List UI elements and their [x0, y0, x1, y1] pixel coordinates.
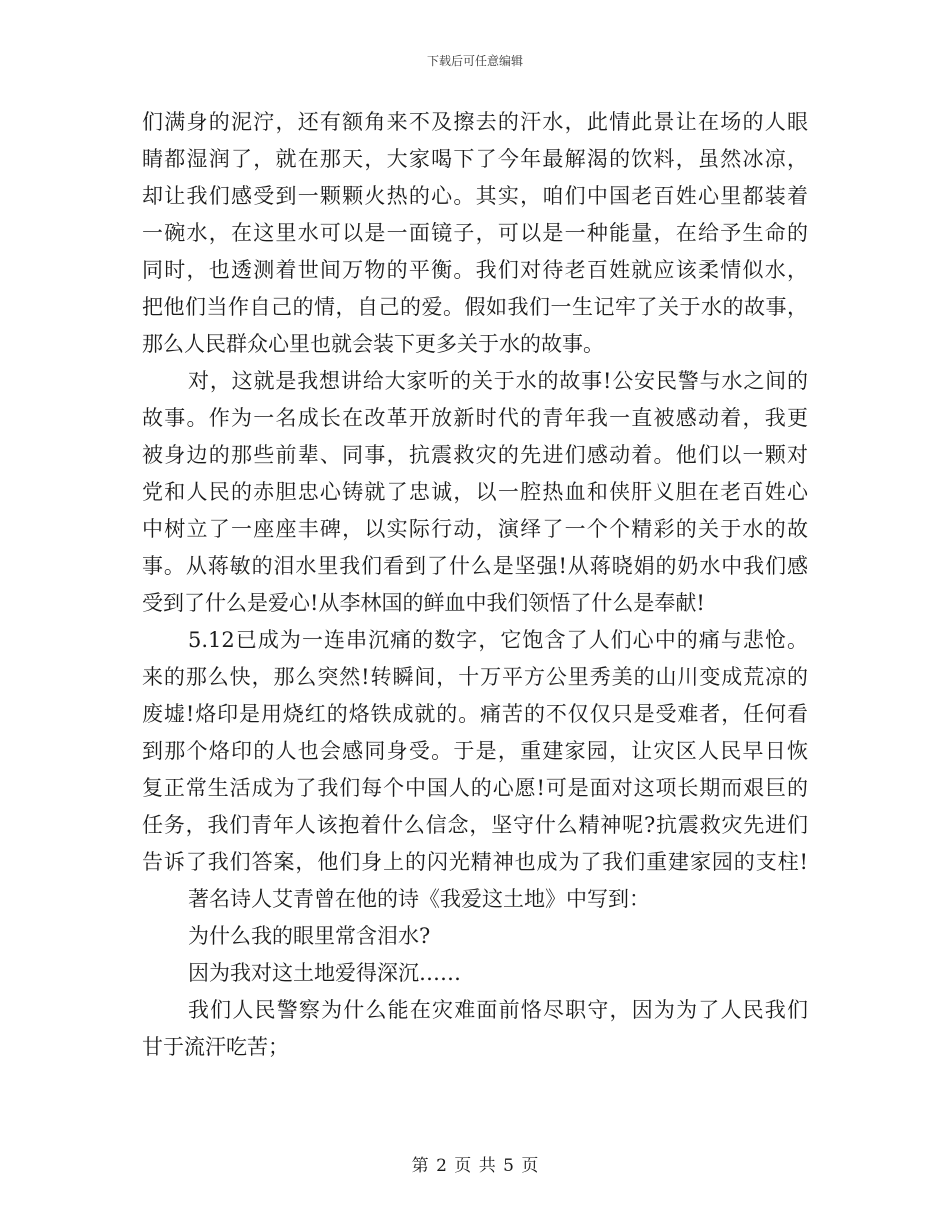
- text-line: 中树立了一座座丰碑，以实际行动，演绎了一个个精彩的关于水的故: [142, 517, 808, 541]
- page-header: 下载后可任意编辑: [426, 54, 523, 68]
- text-line: 把他们当作自己的情，自己的爱。假如我们一生记牢了关于水的故事，: [142, 295, 808, 319]
- text-line: 们满身的泥泞，还有额角来不及擦去的汗水，此情此景让在场的人眼: [142, 110, 808, 134]
- text-line: 告诉了我们答案，他们身上的闪光精神也成为了我们重建家园的支柱!: [142, 850, 808, 874]
- paragraph-first-line: 我们人民警察为什么能在灾难面前恪尽职守，因为为了人民我们: [188, 998, 808, 1022]
- text-line: 任务，我们青年人该抱着什么信念，坚守什么精神呢?抗震救灾先进们: [142, 813, 808, 837]
- text-line: 来的那么快，那么突然!转瞬间，十万平方公里秀美的山川变成荒凉的: [142, 665, 808, 689]
- body-text: [142, 104, 808, 1066]
- text-line: 事。从蒋敏的泪水里我们看到了什么是坚强!从蒋晓娟的奶水中我们感: [142, 554, 808, 578]
- text-line: 甘于流汗吃苦；: [142, 1035, 289, 1059]
- text-line: 复正常生活成为了我们每个中国人的心愿!可是面对这项长期而艰巨的: [142, 776, 808, 800]
- text-line: 党和人民的赤胆忠心铸就了忠诚，以一腔热血和侠肝义胆在老百姓心: [142, 480, 808, 504]
- page-number: 第 2 页 共 5 页: [411, 1156, 539, 1176]
- text-line: 故事。作为一名成长在改革开放新时代的青年我一直被感动着，我更: [142, 406, 808, 430]
- text-line: 同时，也透测着世间万物的平衡。我们对待老百姓就应该柔情似水，: [142, 258, 808, 282]
- text-line: 一碗水，在这里水可以是一面镜子，可以是一种能量，在给予生命的: [142, 221, 808, 245]
- text-line: 睛都湿润了，就在那天，大家喝下了今年最解渴的饮料，虽然冰凉，: [142, 147, 808, 171]
- text-line: 却让我们感受到一颗颗火热的心。其实，咱们中国老百姓心里都装着: [142, 184, 808, 208]
- poem-line: 因为我对这土地爱得深沉……: [188, 961, 461, 985]
- text-line: 受到了什么是爱心!从李林国的鲜血中我们领悟了什么是奉献!: [142, 591, 705, 615]
- text-line: 到那个烙印的人也会感同身受。于是，重建家园，让灾区人民早日恢: [142, 739, 808, 763]
- text-line: 废墟!烙印是用烧红的烙铁成就的。痛苦的不仅仅只是受难者，任何看: [142, 702, 808, 726]
- poem-line: 为什么我的眼里常含泪水?: [188, 924, 431, 948]
- paragraph-first-line: 5.12已成为一连串沉痛的数字，它饱含了人们心中的痛与悲怆。: [188, 628, 808, 652]
- paragraph-first-line: 对，这就是我想讲给大家听的关于水的故事!公安民警与水之间的: [188, 369, 808, 393]
- text-line: 那么人民群众心里也就会装下更多关于水的故事。: [142, 332, 604, 356]
- text-line: 被身边的那些前辈、同事，抗震救灾的先进们感动着。他们以一颗对: [142, 443, 808, 467]
- paragraph-first-line: 著名诗人艾青曾在他的诗《我爱这土地》中写到：: [188, 887, 650, 911]
